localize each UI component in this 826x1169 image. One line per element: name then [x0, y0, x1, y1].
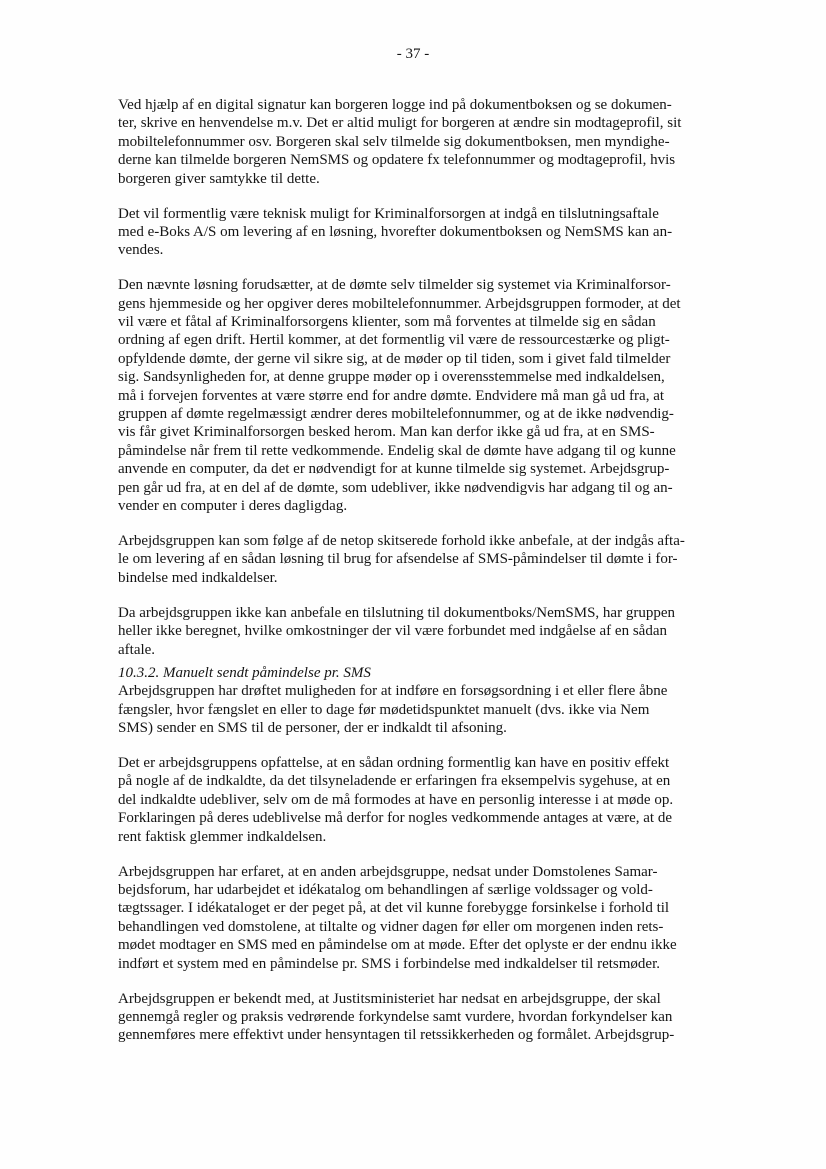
paragraph: [118, 532, 750, 587]
text-line: med e-Boks A/S om levering af en løsning, hvorefter dokumentboksen og NemSMS kan an-: [118, 223, 673, 240]
text-line: Det er arbejdsgruppens opfattelse, at en sådan ordning formentlig kan have en positiv effekt: [118, 755, 670, 772]
text-line: på nogle af de indkaldte, da det tilsyneladende er erfaringen fra eksempelvis sygehuse, at en: [118, 773, 671, 790]
text-line: SMS) sender en SMS til de personer, der er indkaldt til afsoning.: [118, 720, 507, 737]
text-line: Den nævnte løsning forudsætter, at de dømte selv tilmelder sig systemet via Kriminalforsor-: [118, 277, 671, 294]
text-line: vendes.: [118, 242, 164, 259]
text-line: aftale.: [118, 641, 156, 658]
text-line: del indkaldte udebliver, selv om de må formodes at have en personlig interesse i at møde op.: [118, 791, 674, 808]
text-line: opfyldende dømte, der gerne vil sikre sig, at de møder op til tiden, som i givet fald tilmelder: [118, 350, 671, 367]
text-line: Arbejdsgruppen er bekendt med, at Justitsministeriet har nedsat en arbejdsgruppe, der skal: [118, 990, 661, 1007]
paragraph: [118, 96, 750, 188]
text-line: ordning af egen drift. Hertil kommer, at det formentlig vil være de ressourcestærke og pligt-: [118, 332, 670, 349]
text-line: Da arbejdsgruppen ikke kan anbefale en tilslutning til dokumentboks/NemSMS, har gruppen: [118, 604, 675, 621]
text-line: ter, skrive en henvendelse m.v. Det er altid muligt for borgeren at ændre sin modtageprofil, sit: [118, 115, 682, 132]
text-line: vender en computer i deres dagligdag.: [118, 498, 348, 514]
paragraph: [118, 754, 750, 846]
text-line: Arbejdsgruppen har drøftet muligheden for at indføre en forsøgsordning i et eller flere åbne: [118, 683, 668, 700]
text-line: gennemgå regler og praksis vedrørende forkyndelse samt vurdere, hvordan forkyndelser kan: [118, 1008, 673, 1025]
text-line: bindelse med indkaldelser.: [118, 569, 278, 586]
text-line: Arbejdsgruppen kan som følge af de netop skitserede forhold ikke anbefale, at der indgås afta-: [118, 532, 685, 549]
text-line: påmindelse når frem til rette vedkommende. Endelig skal de dømte have adgang til og kunne: [118, 442, 676, 459]
section-heading: 10.3.2. Manuelt sendt påmindelse pr. SMS: [118, 664, 371, 681]
text-line: gennemføres mere effektivt under hensyntagen til retssikkerheden og formålet. Arbejdsgrup-: [118, 1027, 675, 1044]
text-line: indført et system med en påmindelse pr. SMS i forbindelse med indkaldelser til retsmøder.: [118, 955, 660, 972]
text-line: le om levering af en sådan løsning til brug for afsendelse af SMS-påmindelser til dømte i for-: [118, 551, 678, 568]
paragraph: [118, 990, 750, 1045]
text-line: tægtssager. I idékataloget er der peget på, at det vil kunne forebygge forsinkelse i forhold til: [118, 900, 670, 917]
paragraph: [118, 205, 750, 260]
text-line: mobiltelefonnummer osv. Borgeren skal selv tilmelde sig dokumentboksen, men myndighe-: [118, 133, 670, 150]
text-line: derne kan tilmelde borgeren NemSMS og opdatere fx telefonnummer og modtageprofil, hvis: [118, 152, 676, 169]
text-line: rent faktisk glemmer indkaldelsen.: [118, 828, 327, 845]
text-line: Forklaringen på deres udeblivelse må derfor for nogles vedkommende antages at være, at de: [118, 810, 672, 827]
text-line: Ved hjælp af en digital signatur kan borgeren logge ind på dokumentboksen og se dokumen-: [118, 97, 672, 113]
text-line: borgeren giver samtykke til dette.: [118, 170, 320, 187]
text-line: anvende en computer, da det er nødvendigt for at kunne tilmelde sig systemet. Arbejdsgrup-: [118, 461, 670, 478]
section-10-3-2: [118, 664, 750, 738]
text-line: Det vil formentlig være teknisk muligt for Kriminalforsorgen at indgå en tilslutningsaftale: [118, 205, 659, 222]
text-line: mødet modtager en SMS med en påmindelse om at møde. Efter det oplyste er der endnu ikke: [118, 937, 677, 954]
page-number: - 37 -: [396, 46, 430, 62]
text-line: pen går ud fra, at en del af de dømte, som udebliver, ikke nødvendigvis har adgang til og an-: [118, 479, 673, 496]
body-text: [118, 96, 750, 1045]
text-line: fængsler, hvor fængslet en eller to dage før mødetidspunktet manuelt (dvs. ikke via Nem: [118, 701, 650, 718]
text-line: behandlingen ved domstolene, at tiltalte og vidner dagen før eller om morgenen inden rets-: [118, 918, 664, 935]
paragraph: [118, 276, 750, 515]
text-line: gens hjemmeside og her opgiver deres mobiltelefonnummer. Arbejdsgruppen formoder, at det: [118, 295, 681, 312]
text-line: må i forvejen forventes at være større end for andre dømte. Endvidere må man gå ud fra, at: [118, 387, 665, 404]
paragraph: [118, 604, 750, 659]
text-line: vil være et fåtal af Kriminalforsorgens klienter, som må forventes at tilmelde sig en sådan: [118, 314, 656, 331]
text-line: gruppen af dømte regelmæssigt ændrer deres mobiltelefonnummer, og at de ikke nødvendig-: [118, 406, 674, 423]
text-line: Arbejdsgruppen har erfaret, at en anden arbejdsgruppe, nedsat under Domstolenes Samar-: [118, 863, 658, 880]
text-line: sig. Sandsynligheden for, at denne gruppe møder op i overensstemmelse med indkaldelsen,: [118, 369, 665, 386]
text-line: bejdsforum, har udarbejdet et idékatalog om behandlingen af særlige voldssager og vold-: [118, 882, 653, 899]
text-line: vis får givet Kriminalforsorgen besked herom. Man kan derfor ikke gå ud fra, at en SMS-: [118, 424, 655, 441]
text-line: heller ikke beregnet, hvilke omkostninger der vil være forbundet med indgåelse af en sådan: [118, 623, 667, 640]
paragraph: [118, 863, 750, 973]
